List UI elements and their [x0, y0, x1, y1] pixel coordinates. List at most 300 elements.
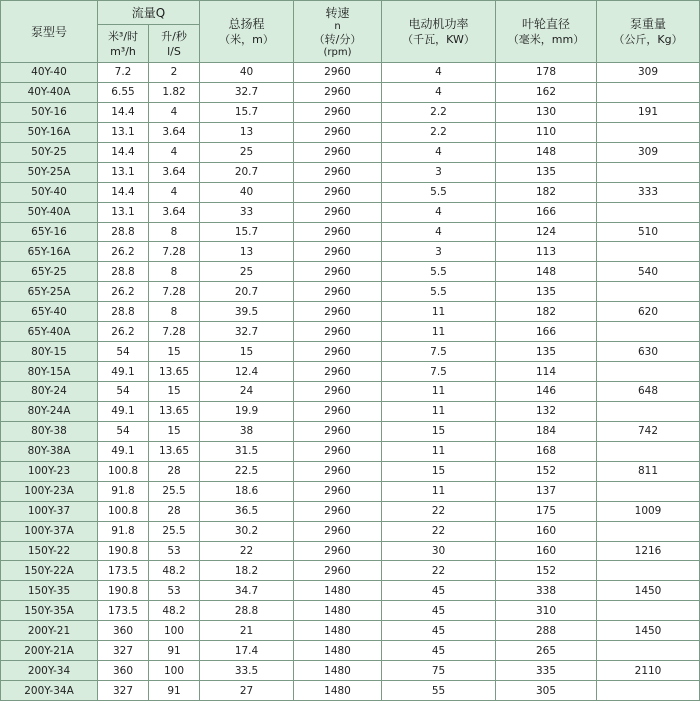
cell-weight: [597, 561, 700, 581]
cell-head: 25: [200, 262, 294, 282]
cell-power: 11: [382, 481, 496, 501]
cell-flow-m3h: 54: [98, 421, 149, 441]
cell-speed: 2960: [294, 202, 382, 222]
cell-head: 15: [200, 342, 294, 362]
cell-head: 33: [200, 202, 294, 222]
cell-weight: 648: [597, 382, 700, 402]
cell-flow-ls: 3.64: [149, 162, 200, 182]
cell-speed: 2960: [294, 441, 382, 461]
cell-power: 7.5: [382, 362, 496, 382]
table-row: [1, 82, 700, 102]
cell-model: 100Y-37: [1, 501, 98, 521]
header-impeller-title: 叶轮直径: [522, 16, 571, 31]
cell-model: 200Y-21A: [1, 641, 98, 661]
cell-flow-m3h: 6.55: [98, 82, 149, 102]
cell-head: 21: [200, 621, 294, 641]
cell-weight: 1450: [597, 581, 700, 601]
cell-flow-ls: 53: [149, 541, 200, 561]
header-head-title: 总扬程: [228, 16, 265, 31]
cell-impeller: 135: [496, 162, 597, 182]
cell-head: 18.2: [200, 561, 294, 581]
table-row: [1, 122, 700, 142]
cell-impeller: 146: [496, 382, 597, 402]
header-speed-symbol: n: [334, 20, 341, 32]
cell-weight: [597, 82, 700, 102]
cell-power: 11: [382, 302, 496, 322]
cell-flow-ls: 100: [149, 621, 200, 641]
cell-impeller: 166: [496, 202, 597, 222]
table-row: [1, 661, 700, 681]
cell-speed: 2960: [294, 481, 382, 501]
cell-model: 150Y-35A: [1, 601, 98, 621]
cell-model: 50Y-40: [1, 182, 98, 202]
header-head: [200, 1, 294, 63]
cell-impeller: 162: [496, 82, 597, 102]
cell-impeller: 160: [496, 541, 597, 561]
cell-flow-ls: 48.2: [149, 601, 200, 621]
cell-model: 50Y-16: [1, 102, 98, 122]
header-flow-ls-cn: 升/秒: [161, 29, 187, 43]
cell-flow-m3h: 14.4: [98, 182, 149, 202]
header-flow-m3h-cn: 米³/时: [107, 29, 139, 43]
cell-power: 4: [382, 82, 496, 102]
cell-impeller: 305: [496, 681, 597, 701]
table-row: [1, 601, 700, 621]
cell-power: 5.5: [382, 262, 496, 282]
cell-flow-m3h: 26.2: [98, 242, 149, 262]
cell-weight: [597, 601, 700, 621]
table-row: [1, 421, 700, 441]
cell-flow-ls: 7.28: [149, 282, 200, 302]
cell-power: 4: [382, 222, 496, 242]
cell-flow-m3h: 173.5: [98, 561, 149, 581]
header-impeller-unit: （毫米，mm）: [507, 32, 585, 46]
cell-model: 100Y-23A: [1, 481, 98, 501]
cell-weight: 630: [597, 342, 700, 362]
cell-impeller: 175: [496, 501, 597, 521]
header-flow: 流量Q: [98, 1, 200, 25]
cell-weight: 510: [597, 222, 700, 242]
cell-flow-ls: 4: [149, 102, 200, 122]
table-row: [1, 501, 700, 521]
cell-impeller: 132: [496, 401, 597, 421]
cell-flow-m3h: 28.8: [98, 302, 149, 322]
cell-head: 36.5: [200, 501, 294, 521]
cell-speed: 2960: [294, 262, 382, 282]
header-power: [382, 1, 496, 63]
cell-flow-m3h: 26.2: [98, 322, 149, 342]
cell-flow-ls: 53: [149, 581, 200, 601]
cell-impeller: 135: [496, 342, 597, 362]
cell-power: 2.2: [382, 122, 496, 142]
cell-flow-m3h: 28.8: [98, 262, 149, 282]
cell-flow-m3h: 190.8: [98, 541, 149, 561]
cell-model: 80Y-38A: [1, 441, 98, 461]
cell-impeller: 130: [496, 102, 597, 122]
cell-impeller: 113: [496, 242, 597, 262]
table-row: [1, 621, 700, 641]
cell-weight: [597, 362, 700, 382]
cell-head: 19.9: [200, 401, 294, 421]
cell-speed: 2960: [294, 382, 382, 402]
cell-flow-ls: 13.65: [149, 362, 200, 382]
table-row: [1, 222, 700, 242]
cell-flow-m3h: 13.1: [98, 162, 149, 182]
cell-impeller: 160: [496, 521, 597, 541]
cell-weight: [597, 641, 700, 661]
cell-speed: 2960: [294, 421, 382, 441]
cell-power: 11: [382, 382, 496, 402]
cell-flow-ls: 25.5: [149, 521, 200, 541]
cell-power: 5.5: [382, 182, 496, 202]
header-flow-m3h-en: m³/h: [110, 44, 136, 58]
cell-speed: 2960: [294, 302, 382, 322]
cell-flow-ls: 1.82: [149, 82, 200, 102]
cell-speed: 2960: [294, 82, 382, 102]
cell-model: 150Y-22: [1, 541, 98, 561]
cell-weight: [597, 242, 700, 262]
cell-weight: [597, 681, 700, 701]
cell-weight: 1450: [597, 621, 700, 641]
cell-head: 15.7: [200, 102, 294, 122]
cell-flow-m3h: 13.1: [98, 202, 149, 222]
cell-speed: 1480: [294, 681, 382, 701]
cell-speed: 1480: [294, 601, 382, 621]
cell-head: 17.4: [200, 641, 294, 661]
cell-model: 50Y-25A: [1, 162, 98, 182]
cell-model: 200Y-34: [1, 661, 98, 681]
cell-flow-m3h: 190.8: [98, 581, 149, 601]
cell-impeller: 148: [496, 142, 597, 162]
cell-power: 30: [382, 541, 496, 561]
cell-flow-m3h: 327: [98, 681, 149, 701]
cell-head: 13: [200, 122, 294, 142]
header-weight: [597, 1, 700, 63]
cell-speed: 2960: [294, 501, 382, 521]
table-row: [1, 242, 700, 262]
cell-model: 80Y-15A: [1, 362, 98, 382]
cell-impeller: 288: [496, 621, 597, 641]
cell-speed: 2960: [294, 461, 382, 481]
cell-flow-m3h: 327: [98, 641, 149, 661]
cell-speed: 2960: [294, 102, 382, 122]
cell-head: 28.8: [200, 601, 294, 621]
cell-head: 40: [200, 182, 294, 202]
header-model: 泵型号: [1, 1, 98, 63]
cell-power: 3: [382, 242, 496, 262]
cell-speed: 2960: [294, 362, 382, 382]
table-row: [1, 282, 700, 302]
cell-speed: 2960: [294, 561, 382, 581]
cell-power: 11: [382, 322, 496, 342]
cell-power: 75: [382, 661, 496, 681]
cell-model: 65Y-25: [1, 262, 98, 282]
cell-flow-m3h: 49.1: [98, 441, 149, 461]
cell-flow-ls: 8: [149, 262, 200, 282]
cell-speed: 2960: [294, 401, 382, 421]
cell-head: 22.5: [200, 461, 294, 481]
cell-flow-ls: 15: [149, 382, 200, 402]
cell-weight: 1216: [597, 541, 700, 561]
cell-power: 4: [382, 142, 496, 162]
cell-weight: [597, 521, 700, 541]
cell-speed: 2960: [294, 162, 382, 182]
cell-weight: 742: [597, 421, 700, 441]
cell-impeller: 310: [496, 601, 597, 621]
cell-impeller: 124: [496, 222, 597, 242]
table-row: [1, 162, 700, 182]
cell-impeller: 265: [496, 641, 597, 661]
cell-flow-ls: 4: [149, 142, 200, 162]
cell-power: 5.5: [382, 282, 496, 302]
cell-head: 20.7: [200, 282, 294, 302]
table-row: [1, 681, 700, 701]
cell-flow-ls: 7.28: [149, 242, 200, 262]
cell-head: 40: [200, 63, 294, 83]
cell-speed: 1480: [294, 661, 382, 681]
cell-model: 80Y-38: [1, 421, 98, 441]
table-row: [1, 262, 700, 282]
cell-speed: 2960: [294, 242, 382, 262]
cell-flow-ls: 3.64: [149, 122, 200, 142]
cell-power: 45: [382, 581, 496, 601]
cell-weight: [597, 441, 700, 461]
header-weight-unit: （公斤，Kg）: [613, 32, 683, 46]
header-speed-unit: （转/分）: [313, 32, 362, 46]
cell-weight: 1009: [597, 501, 700, 521]
cell-head: 15.7: [200, 222, 294, 242]
cell-power: 11: [382, 401, 496, 421]
table-row: [1, 461, 700, 481]
table-row: [1, 362, 700, 382]
cell-weight: [597, 282, 700, 302]
table-row: [1, 102, 700, 122]
cell-head: 32.7: [200, 322, 294, 342]
cell-head: 30.2: [200, 521, 294, 541]
cell-head: 34.7: [200, 581, 294, 601]
cell-head: 39.5: [200, 302, 294, 322]
cell-model: 65Y-25A: [1, 282, 98, 302]
cell-impeller: 335: [496, 661, 597, 681]
cell-impeller: 168: [496, 441, 597, 461]
cell-power: 45: [382, 621, 496, 641]
cell-weight: 333: [597, 182, 700, 202]
cell-impeller: 166: [496, 322, 597, 342]
cell-model: 50Y-16A: [1, 122, 98, 142]
cell-weight: [597, 322, 700, 342]
cell-flow-ls: 100: [149, 661, 200, 681]
cell-flow-ls: 15: [149, 421, 200, 441]
cell-impeller: 152: [496, 461, 597, 481]
table-row: [1, 581, 700, 601]
cell-model: 65Y-40: [1, 302, 98, 322]
cell-flow-ls: 48.2: [149, 561, 200, 581]
cell-speed: 2960: [294, 342, 382, 362]
cell-flow-ls: 13.65: [149, 401, 200, 421]
cell-weight: 811: [597, 461, 700, 481]
cell-head: 24: [200, 382, 294, 402]
cell-model: 65Y-40A: [1, 322, 98, 342]
cell-model: 50Y-40A: [1, 202, 98, 222]
cell-head: 20.7: [200, 162, 294, 182]
cell-flow-ls: 91: [149, 681, 200, 701]
cell-flow-ls: 4: [149, 182, 200, 202]
cell-model: 65Y-16A: [1, 242, 98, 262]
cell-power: 3: [382, 162, 496, 182]
cell-speed: 2960: [294, 521, 382, 541]
cell-power: 22: [382, 521, 496, 541]
cell-head: 18.6: [200, 481, 294, 501]
table-row: [1, 521, 700, 541]
cell-weight: 620: [597, 302, 700, 322]
header-flow-m3h: [98, 25, 149, 63]
cell-weight: 540: [597, 262, 700, 282]
cell-flow-ls: 7.28: [149, 322, 200, 342]
cell-impeller: 184: [496, 421, 597, 441]
cell-power: 45: [382, 641, 496, 661]
header-speed-title: 转速: [325, 5, 350, 20]
cell-flow-ls: 13.65: [149, 441, 200, 461]
cell-model: 40Y-40A: [1, 82, 98, 102]
cell-speed: 2960: [294, 282, 382, 302]
table-row: [1, 302, 700, 322]
header-speed-rpm: (rpm): [323, 46, 352, 58]
cell-flow-m3h: 91.8: [98, 481, 149, 501]
cell-flow-m3h: 28.8: [98, 222, 149, 242]
cell-flow-m3h: 26.2: [98, 282, 149, 302]
cell-weight: 191: [597, 102, 700, 122]
cell-flow-ls: 3.64: [149, 202, 200, 222]
cell-weight: [597, 122, 700, 142]
table-row: [1, 641, 700, 661]
cell-power: 2.2: [382, 102, 496, 122]
cell-weight: [597, 162, 700, 182]
cell-impeller: 182: [496, 182, 597, 202]
cell-speed: 2960: [294, 222, 382, 242]
cell-flow-m3h: 14.4: [98, 102, 149, 122]
cell-power: 45: [382, 601, 496, 621]
cell-model: 80Y-15: [1, 342, 98, 362]
cell-head: 31.5: [200, 441, 294, 461]
cell-power: 22: [382, 561, 496, 581]
table-header: [1, 1, 700, 63]
header-flow-ls-en: l/S: [167, 44, 181, 58]
cell-model: 200Y-34A: [1, 681, 98, 701]
cell-model: 80Y-24: [1, 382, 98, 402]
cell-head: 13: [200, 242, 294, 262]
cell-flow-m3h: 14.4: [98, 142, 149, 162]
cell-power: 22: [382, 501, 496, 521]
cell-flow-m3h: 54: [98, 382, 149, 402]
cell-speed: 2960: [294, 541, 382, 561]
cell-flow-m3h: 360: [98, 661, 149, 681]
cell-power: 7.5: [382, 342, 496, 362]
cell-flow-ls: 2: [149, 63, 200, 83]
cell-flow-ls: 28: [149, 501, 200, 521]
cell-flow-ls: 28: [149, 461, 200, 481]
cell-weight: 2110: [597, 661, 700, 681]
cell-power: 55: [382, 681, 496, 701]
cell-head: 38: [200, 421, 294, 441]
table-row: [1, 481, 700, 501]
cell-flow-ls: 15: [149, 342, 200, 362]
cell-power: 4: [382, 202, 496, 222]
header-weight-title: 泵重量: [630, 16, 667, 31]
cell-weight: [597, 401, 700, 421]
table-body: [1, 63, 700, 701]
cell-flow-m3h: 13.1: [98, 122, 149, 142]
cell-flow-m3h: 91.8: [98, 521, 149, 541]
cell-model: 100Y-37A: [1, 521, 98, 541]
cell-impeller: 338: [496, 581, 597, 601]
header-speed: [294, 1, 382, 63]
cell-impeller: 110: [496, 122, 597, 142]
cell-impeller: 114: [496, 362, 597, 382]
cell-model: 65Y-16: [1, 222, 98, 242]
cell-power: 15: [382, 461, 496, 481]
cell-power: 11: [382, 441, 496, 461]
cell-flow-m3h: 54: [98, 342, 149, 362]
header-flow-ls: [149, 25, 200, 63]
cell-head: 32.7: [200, 82, 294, 102]
header-power-unit: （千瓦，KW）: [402, 32, 475, 46]
cell-weight: [597, 202, 700, 222]
cell-flow-m3h: 360: [98, 621, 149, 641]
cell-model: 100Y-23: [1, 461, 98, 481]
cell-speed: 2960: [294, 142, 382, 162]
table-row: [1, 441, 700, 461]
cell-speed: 1480: [294, 621, 382, 641]
table-row: [1, 182, 700, 202]
cell-weight: 309: [597, 63, 700, 83]
table-row: [1, 401, 700, 421]
table-row: [1, 202, 700, 222]
table-row: [1, 541, 700, 561]
cell-weight: 309: [597, 142, 700, 162]
cell-model: 150Y-35: [1, 581, 98, 601]
cell-model: 40Y-40: [1, 63, 98, 83]
cell-impeller: 182: [496, 302, 597, 322]
cell-weight: [597, 481, 700, 501]
table-row: [1, 382, 700, 402]
cell-power: 4: [382, 63, 496, 83]
cell-flow-m3h: 49.1: [98, 401, 149, 421]
cell-speed: 1480: [294, 581, 382, 601]
cell-speed: 2960: [294, 63, 382, 83]
cell-flow-ls: 8: [149, 302, 200, 322]
cell-impeller: 178: [496, 63, 597, 83]
cell-impeller: 137: [496, 481, 597, 501]
table-row: [1, 63, 700, 83]
cell-model: 200Y-21: [1, 621, 98, 641]
table-row: [1, 342, 700, 362]
table-row: [1, 142, 700, 162]
cell-flow-m3h: 100.8: [98, 501, 149, 521]
header-power-title: 电动机功率: [408, 16, 469, 31]
cell-flow-m3h: 49.1: [98, 362, 149, 382]
cell-speed: 2960: [294, 322, 382, 342]
cell-head: 27: [200, 681, 294, 701]
table-row: [1, 322, 700, 342]
cell-head: 25: [200, 142, 294, 162]
cell-speed: 2960: [294, 182, 382, 202]
header-head-unit: （米，m）: [219, 32, 274, 46]
cell-flow-m3h: 173.5: [98, 601, 149, 621]
cell-flow-ls: 25.5: [149, 481, 200, 501]
cell-impeller: 135: [496, 282, 597, 302]
cell-flow-m3h: 7.2: [98, 63, 149, 83]
cell-flow-m3h: 100.8: [98, 461, 149, 481]
